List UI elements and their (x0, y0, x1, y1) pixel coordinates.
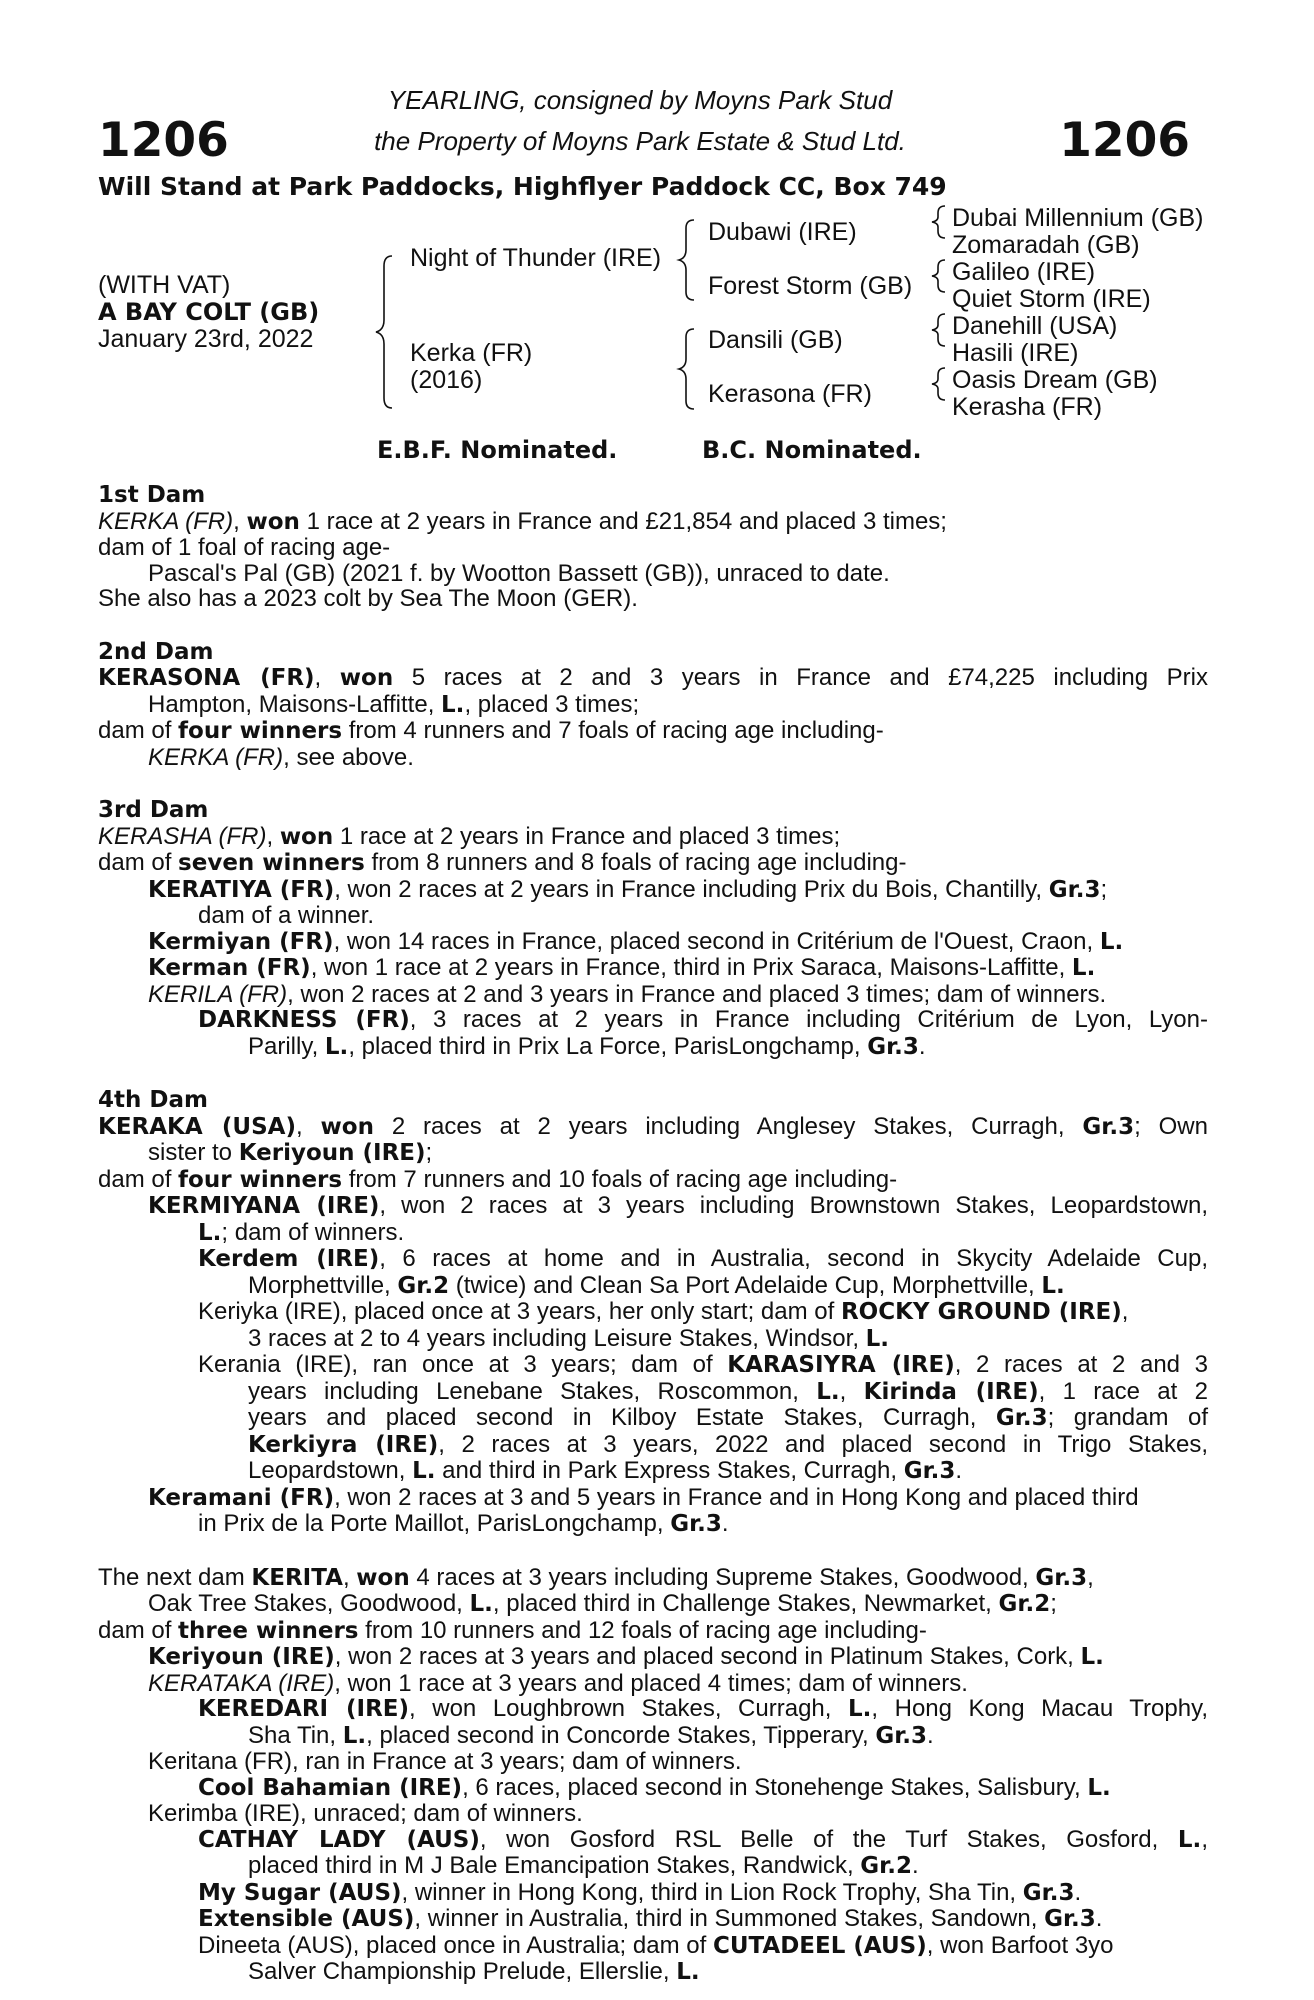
pedigree-line (98, 1379, 1208, 1406)
section-heading: 3rd Dam (98, 797, 209, 823)
pedigree-line (98, 1405, 1208, 1432)
line-segment: L. (1099, 928, 1124, 955)
line-segment: Keriyka (IRE), placed once at 3 years, her only start; dam of (198, 1298, 841, 1325)
pedigree-gen3: Galileo (IRE) (952, 258, 1096, 286)
line-segment: Cool Bahamian (IRE) (198, 1774, 463, 1801)
line-segment: Keramani (FR) (148, 1484, 335, 1511)
pedigree-line (98, 1933, 1208, 1960)
line-segment: Oak Tree Stakes, Goodwood, (148, 1590, 470, 1617)
dam-foaling-year: (2016) (410, 366, 483, 394)
line-segment: . (911, 1852, 919, 1879)
dam-sire-name: Dansili (GB) (708, 326, 843, 354)
line-segment: . (927, 1721, 934, 1749)
pedigree-line (98, 1246, 1208, 1273)
pedigree-line (98, 1220, 1208, 1247)
pedigree-line (98, 903, 1208, 929)
line-segment: Kerkiyra (IRE) (248, 1431, 439, 1458)
pedigree-bracket (932, 206, 945, 238)
line-segment: ; (425, 1139, 433, 1166)
line-segment: L. (676, 1959, 700, 1985)
line-segment: ; (1100, 875, 1108, 903)
horse-name: A BAY COLT (GB) (98, 298, 320, 326)
line-segment: Pascal's Pal (GB) (2021 f. by Wootton Bassett (GB)), unraced to date. (148, 559, 890, 587)
pedigree-line (98, 1299, 1208, 1326)
line-segment: L. (1177, 1826, 1202, 1853)
line-segment: ; Own (1134, 1112, 1208, 1140)
line-segment: dam of a winner. (198, 902, 375, 929)
line-segment: , won 2 races at 2 years in France including Prix du Bois, Chantilly, (334, 875, 1049, 903)
line-segment: L. (1041, 1272, 1065, 1299)
pedigree-line (98, 1671, 1208, 1697)
line-segment: sister to (148, 1139, 239, 1166)
line-segment: Morphettville, (248, 1271, 398, 1299)
line-segment: L. (816, 1378, 840, 1405)
section-heading: 2nd Dam (98, 638, 214, 665)
line-segment: , won 2 races at 3 years including Brownstown Stakes, Leopardstown, (379, 1192, 1208, 1219)
line-segment: from 7 runners and 10 foals of racing age including- (342, 1165, 898, 1193)
pedigree-line (98, 1193, 1208, 1220)
pedigree-gen3: Kerasha (FR) (952, 393, 1103, 421)
line-segment: Gr.3 (1082, 1113, 1135, 1140)
line-segment: , placed third in Prix La Force, ParisLongchamp, (348, 1032, 868, 1060)
line-segment: 1 race at 2 years in France and placed 3 times; (333, 822, 841, 850)
line-segment: , winner in Australia, third in Summoned Stakes, Sandown, (414, 1905, 1045, 1932)
pedigree-gen3: Zomaradah (GB) (952, 231, 1140, 259)
line-segment: , won 2 races at 2 and 3 years in France and placed 3 times; dam of winners. (287, 980, 1107, 1008)
line-segment: , 2 races at 3 years, 2022 and placed second in Trigo Stakes, (438, 1430, 1208, 1458)
pedigree-line (98, 1114, 1208, 1141)
pedigree-bracket (679, 329, 694, 409)
line-segment: in Prix de la Porte Maillot, ParisLongchamp, (198, 1510, 671, 1537)
dam-name: Kerka (FR) (410, 339, 533, 367)
line-segment: Gr.3 (875, 1722, 927, 1749)
pedigree-line (98, 1565, 1208, 1592)
line-segment: (twice) and Clean Sa Port Adelaide Cup, Morphettville, (449, 1271, 1042, 1299)
line-segment: Gr.3 (903, 1458, 956, 1484)
line-segment: Kirinda (IRE) (863, 1378, 1039, 1405)
line-segment: , (314, 664, 340, 691)
line-segment: Gr.3 (1022, 1879, 1075, 1906)
line-segment: She also has a 2023 colt by Sea The Moon (GER). (98, 585, 638, 612)
line-segment: dam of (98, 1616, 179, 1644)
line-segment: KERKA (FR) (98, 507, 234, 535)
bc-nomination: B.C. Nominated. (702, 436, 922, 464)
sire-sire-name: Dubawi (IRE) (708, 218, 857, 246)
pedigree-line (98, 1723, 1208, 1750)
pedigree-line (98, 482, 1208, 509)
section-gap (98, 770, 1208, 797)
line-segment: Gr.3 (1044, 1906, 1096, 1932)
line-segment: 3 races at 2 to 4 years including Leisure Stakes, Windsor, (248, 1324, 866, 1352)
pedigree-line (98, 1749, 1208, 1775)
pedigree-line (98, 1511, 1208, 1538)
pedigree-line (98, 1827, 1208, 1854)
line-segment: Leopardstown, (248, 1457, 413, 1484)
line-segment: , won 2 races at 3 years and placed second in Platinum Stakes, Cork, (334, 1643, 1081, 1670)
line-segment: DARKNESS (FR) (198, 1007, 410, 1033)
line-segment: Kerman (FR) (148, 955, 311, 981)
line-segment: KERATAKA (IRE) (148, 1669, 335, 1697)
pedigree-line (98, 1007, 1208, 1034)
pedigree-line (98, 824, 1208, 851)
pedigree-line (98, 1458, 1208, 1485)
line-segment: ; dam of winners. (221, 1218, 405, 1246)
pedigree-line (98, 1618, 1208, 1645)
pedigree-line (98, 535, 1208, 561)
pedigree-line (98, 1853, 1208, 1880)
line-segment: dam of (98, 1165, 179, 1193)
line-segment: . (721, 1510, 729, 1537)
pedigree-line (98, 745, 1208, 771)
line-segment: L. (441, 691, 465, 718)
line-segment: L. (198, 1219, 222, 1246)
line-segment: , won Barfoot 3yo (926, 1931, 1114, 1959)
line-segment: 5 races at 2 and 3 years in France and £74,225 including Prix (393, 664, 1208, 691)
section-heading: 4th Dam (98, 1087, 208, 1113)
pedigree-line (98, 1880, 1208, 1907)
line-segment: Kerania (IRE), ran once at 3 years; dam of (198, 1351, 728, 1378)
pedigree-gen3: Oasis Dream (GB) (952, 366, 1158, 394)
line-segment: L. (1087, 1774, 1111, 1801)
line-segment: , placed 3 times; (464, 690, 640, 718)
line-segment: ; grandam of (1047, 1404, 1208, 1431)
line-segment: 4 races at 3 years including Supreme Stakes, Goodwood, (409, 1563, 1036, 1591)
line-segment: , (266, 822, 280, 850)
line-segment: , Hong Kong Macau Trophy, (871, 1695, 1208, 1722)
pedigree-line (98, 850, 1208, 877)
line-segment: CUTADEEL (AUS) (712, 1932, 927, 1959)
pedigree-line (98, 982, 1208, 1008)
line-segment: Gr.2 (998, 1591, 1051, 1617)
line-segment: , won Loughbrown Stakes, Curragh, (409, 1695, 848, 1722)
line-segment: Gr.3 (670, 1511, 722, 1537)
line-segment: , (839, 1377, 864, 1405)
line-segment: KEREDARI (IRE) (198, 1696, 410, 1722)
line-segment: , 6 races at home and in Australia, second in Skycity Adelaide Cup, (379, 1245, 1208, 1272)
pedigree-line (98, 561, 1208, 587)
section-gap (98, 1538, 1208, 1565)
line-segment: . (918, 1032, 926, 1060)
pedigree-line (98, 1087, 1208, 1114)
line-segment: . (955, 1457, 963, 1484)
line-segment: Kermiyan (FR) (148, 928, 334, 955)
pedigree-gen3: Dubai Millennium (GB) (952, 204, 1204, 232)
line-segment: three winners (178, 1617, 359, 1644)
line-segment: dam of (98, 849, 179, 876)
line-segment: won (356, 1564, 410, 1591)
pedigree-line (98, 509, 1208, 536)
consignor-line: YEARLING, consigned by Moyns Park Stud (387, 85, 893, 115)
line-segment: Kerdem (IRE) (198, 1246, 380, 1272)
line-segment: KERATIYA (FR) (148, 876, 335, 903)
line-segment: , (342, 1563, 357, 1591)
ebf-nomination: E.B.F. Nominated. (377, 436, 618, 464)
line-segment: KERASONA (FR) (98, 665, 315, 691)
line-segment: Gr.3 (1035, 1564, 1088, 1591)
line-segment: Keritana (FR), ran in France at 3 years; dam of winners. (148, 1748, 742, 1775)
line-segment: Salver Championship Prelude, Ellerslie, (248, 1958, 677, 1985)
line-segment: won (246, 508, 300, 535)
pedigree-line (98, 665, 1208, 692)
line-segment: , (1201, 1825, 1208, 1853)
line-segment: years including Lenebane Stakes, Roscommon, (248, 1377, 817, 1405)
pedigree-line (98, 1034, 1208, 1061)
line-segment: from 10 runners and 12 foals of racing age including- (358, 1616, 927, 1644)
line-segment: Gr.3 (995, 1405, 1048, 1431)
pedigree-line (98, 1644, 1208, 1671)
dam-dam-name: Kerasona (FR) (708, 380, 872, 408)
line-segment: My Sugar (AUS) (198, 1879, 402, 1906)
section-heading: 1st Dam (98, 482, 206, 508)
line-segment: four winners (178, 1166, 343, 1193)
line-segment: , 3 races at 2 years in France including Critérium de Lyon, Lyon- (409, 1006, 1208, 1033)
pedigree-line (98, 1432, 1208, 1459)
pedigree-line (98, 1352, 1208, 1379)
line-segment: L. (847, 1696, 872, 1722)
line-segment: dam of 1 foal of racing age- (98, 534, 391, 561)
pedigree-line (98, 797, 1208, 824)
pedigree-line (98, 1591, 1208, 1618)
line-segment: KERMIYANA (IRE) (148, 1193, 380, 1219)
vat-note: (WITH VAT) (98, 271, 231, 299)
pedigree-bracket (932, 368, 945, 400)
line-segment: , won 1 race at 2 years in France, third in Prix Saraca, Maisons-Laffitte, (310, 954, 1072, 981)
pedigree-line (98, 1167, 1208, 1194)
section-gap (98, 612, 1208, 639)
pedigree-line (98, 1801, 1208, 1827)
line-segment: L. (1071, 955, 1096, 981)
line-segment: L. (865, 1325, 890, 1352)
line-segment: CATHAY LADY (AUS) (198, 1826, 480, 1853)
line-segment: , (1087, 1563, 1094, 1591)
line-segment: Gr.3 (1048, 876, 1101, 903)
line-segment: Extensible (AUS) (198, 1906, 415, 1932)
pedigree-line (98, 1696, 1208, 1723)
pedigree-line (98, 1906, 1208, 1933)
line-segment: KERITA (251, 1564, 343, 1591)
line-segment: , 1 race at 2 (1038, 1377, 1208, 1405)
stand-location: Will Stand at Park Paddocks, Highflyer Paddock CC, Box 749 (98, 172, 947, 201)
line-segment: seven winners (178, 850, 365, 876)
line-segment: L. (412, 1458, 436, 1484)
line-segment: Parilly, (248, 1032, 325, 1060)
line-segment: Gr.2 (397, 1272, 450, 1299)
line-segment: four winners (178, 718, 343, 744)
line-segment: KARASIYRA (IRE) (727, 1352, 955, 1378)
pedigree-line (98, 718, 1208, 745)
line-segment: ; (1050, 1590, 1057, 1617)
line-segment: , winner in Hong Kong, third in Lion Rock Trophy, Sha Tin, (401, 1878, 1023, 1906)
line-segment: Gr.2 (860, 1853, 912, 1879)
foaling-date: January 23rd, 2022 (98, 325, 314, 353)
pedigree-bracket (932, 314, 945, 346)
line-segment: dam of (98, 717, 179, 744)
line-segment: L. (342, 1722, 367, 1749)
line-segment: Keriyoun (IRE) (148, 1644, 335, 1670)
pedigree-bracket (376, 256, 392, 408)
owner-line: the Property of Moyns Park Estate & Stud Ltd. (374, 126, 906, 156)
line-segment: , (295, 1112, 321, 1140)
line-segment: , placed second in Concorde Stakes, Tipperary, (366, 1721, 876, 1749)
line-segment: 1 race at 2 years in France and £21,854 and placed 3 times; (299, 507, 947, 535)
pedigree-bracket (679, 220, 694, 300)
line-segment: placed third in M J Bale Emancipation Stakes, Randwick, (248, 1852, 861, 1879)
sire-dam-name: Forest Storm (GB) (708, 272, 913, 300)
line-segment: Hampton, Maisons-Laffitte, (148, 690, 442, 718)
line-segment: Dineeta (AUS), placed once in Australia; dam of (198, 1931, 713, 1959)
line-segment: won (279, 823, 334, 850)
pedigree-bracket (932, 260, 945, 292)
pedigree-line (98, 586, 1208, 612)
line-segment: . (1074, 1878, 1082, 1906)
line-segment: years and placed second in Kilboy Estate Stakes, Curragh, (248, 1404, 996, 1431)
line-segment: , 6 races, placed second in Stonehenge Stakes, Salisbury, (462, 1773, 1088, 1801)
line-segment: from 4 runners and 7 foals of racing age including- (342, 717, 884, 744)
pedigree-line (98, 692, 1208, 719)
line-segment: from 8 runners and 8 foals of racing age including- (364, 849, 907, 876)
lot-number-right: 1206 (1059, 113, 1190, 168)
line-segment: Gr.3 (867, 1033, 919, 1060)
pedigree-gen3: Danehill (USA) (952, 312, 1118, 340)
line-segment: and third in Park Express Stakes, Curragh, (435, 1457, 904, 1484)
line-segment: , (233, 507, 247, 535)
pedigree-line (98, 1140, 1208, 1167)
pedigree-gen3: Quiet Storm (IRE) (952, 285, 1151, 313)
line-segment: , 2 races at 2 and 3 (954, 1351, 1208, 1378)
line-segment: ROCKY GROUND (IRE) (840, 1299, 1122, 1325)
line-segment: Kerimba (IRE), unraced; dam of winners. (148, 1800, 583, 1827)
pedigree-line (98, 1775, 1208, 1802)
pedigree-line (98, 877, 1208, 904)
line-segment: , placed third in Challenge Stakes, Newmarket, (492, 1590, 999, 1617)
line-segment: won (320, 1113, 374, 1140)
line-segment: L. (324, 1033, 349, 1060)
line-segment: , won 2 races at 3 and 5 years in France and in Hong Kong and placed third (334, 1483, 1139, 1511)
line-segment: , won Gosford RSL Belle of the Turf Stakes, Gosford, (479, 1825, 1178, 1853)
line-segment: won (339, 665, 394, 691)
pedigree-line (98, 1959, 1208, 1986)
pedigree-gen3: Hasili (IRE) (952, 339, 1079, 367)
line-segment: 2 races at 2 years including Anglesey Stakes, Curragh, (373, 1112, 1083, 1140)
line-segment: , see above. (283, 743, 414, 771)
pedigree-line (98, 639, 1208, 666)
pedigree-line (98, 955, 1208, 982)
lot-number-left: 1206 (98, 113, 229, 168)
pedigree-line (98, 1326, 1208, 1353)
catalogue-body (98, 482, 1208, 1986)
line-segment: , (1121, 1298, 1129, 1325)
line-segment: L. (469, 1591, 493, 1617)
line-segment: . (1095, 1905, 1103, 1932)
pedigree-line (98, 929, 1208, 956)
line-segment: , won 14 races in France, placed second in Critérium de l'Ouest, Craon, (333, 927, 1100, 955)
line-segment: KERKA (FR) (148, 743, 284, 771)
line-segment: KERASHA (FR) (98, 822, 267, 850)
pedigree-line (98, 1485, 1208, 1512)
line-segment: The next dam (98, 1563, 252, 1591)
section-gap (98, 1060, 1208, 1087)
line-segment: Keriyoun (IRE) (238, 1140, 426, 1166)
sire-name: Night of Thunder (IRE) (410, 244, 662, 272)
line-segment: KERILA (FR) (148, 980, 288, 1008)
line-segment: Sha Tin, (248, 1721, 343, 1749)
pedigree-line (98, 1273, 1208, 1300)
line-segment: , won 1 race at 3 years and placed 4 times; dam of winners. (334, 1669, 968, 1697)
line-segment: L. (1080, 1644, 1104, 1670)
line-segment: KERAKA (USA) (98, 1113, 296, 1140)
